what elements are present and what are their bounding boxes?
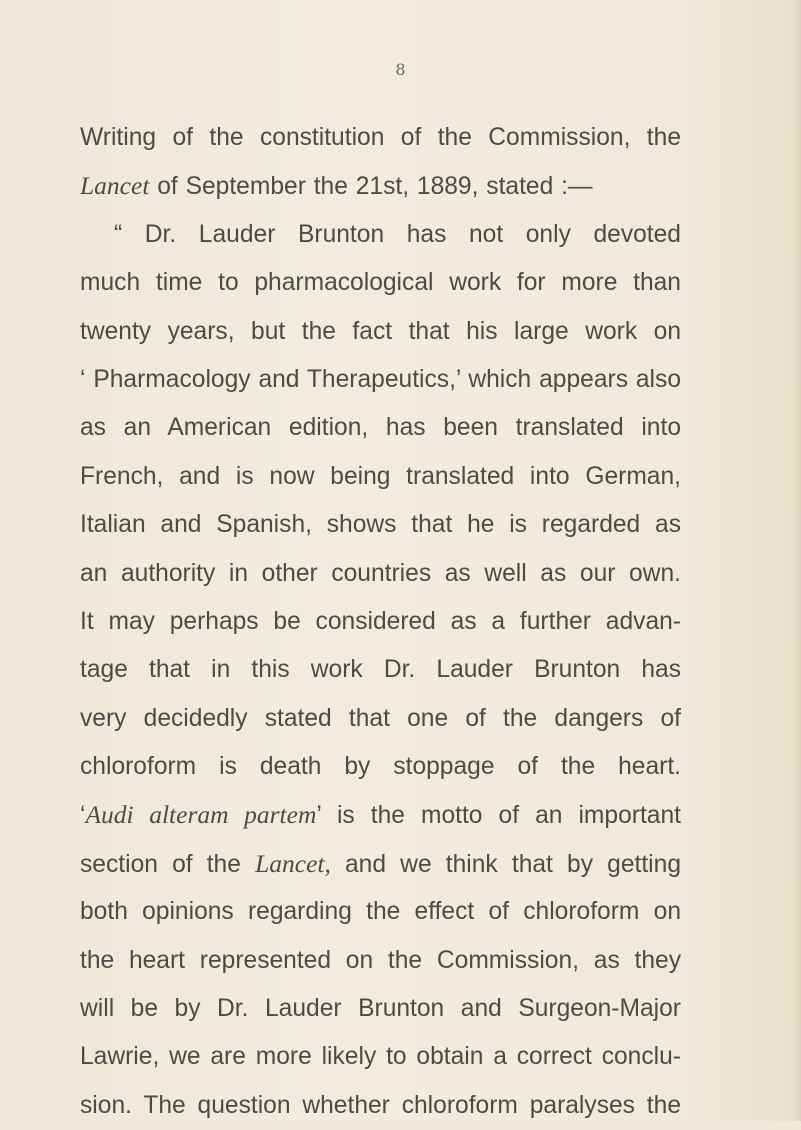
text-segment: tage that in this work Dr. Lauder Brunton has — [80, 656, 681, 684]
italic-title-lancet: Lancet, — [255, 848, 331, 878]
text-line — [80, 404, 681, 452]
text-segment: sion. The question whether chloroform paralyses the — [80, 1091, 681, 1119]
text-line — [80, 598, 681, 646]
text-segment: twenty years, but the fact that his large work on — [80, 317, 681, 345]
text-segment: as an American edition, has been translated into — [80, 414, 681, 442]
text-line — [80, 211, 681, 259]
italic-title-lancet: Lancet — [80, 171, 150, 201]
text-segment: section of the — [80, 850, 256, 878]
text-segment: an authority in other countries as well as our own. — [80, 559, 681, 587]
text-line — [80, 937, 681, 985]
text-segment: chloroform is death by stoppage of the heart. — [80, 753, 681, 781]
text-segment: French, and is now being translated into German, — [80, 462, 681, 490]
text-line — [80, 308, 681, 356]
page-number: 8 — [395, 60, 406, 79]
text-segment: It may perhaps be considered as a further advan- — [80, 607, 681, 635]
text-line — [80, 791, 681, 839]
text-segment: ’ is the motto of an important — [316, 802, 681, 830]
text-segment: both opinions regarding the effect of chloroform on — [80, 898, 681, 926]
text-line — [80, 114, 681, 162]
text-segment: Lawrie, we are more likely to obtain a correct conclu- — [80, 1043, 681, 1071]
text-line — [80, 356, 681, 404]
text-segment: ‘ — [80, 802, 86, 830]
text-segment: ‘ Pharmacology and Therapeutics,’ which appears also — [80, 365, 681, 393]
text-segment: Italian and Spanish, shows that he is regarded as — [80, 511, 681, 539]
text-line — [80, 743, 681, 791]
page-edge-shadow — [791, 0, 801, 1121]
text-line — [80, 646, 681, 694]
text-segment: will be by Dr. Lauder Brunton and Surgeon-Major — [80, 995, 681, 1023]
italic-motto: Audi alteram partem — [85, 800, 317, 830]
text-line — [80, 453, 681, 501]
text-segment: the heart represented on the Commission, as they — [80, 946, 681, 974]
text-segment: of September the 21st, 1889, stated :— — [149, 173, 593, 201]
text-line — [80, 888, 681, 936]
text-segment: very decidedly stated that one of the dangers of — [80, 704, 681, 732]
text-line — [80, 695, 681, 743]
text-line — [80, 840, 681, 888]
text-segment: much time to pharmacological work for more than — [80, 269, 681, 297]
text-line — [80, 162, 681, 210]
body-text — [80, 114, 681, 1130]
text-line — [80, 501, 681, 549]
text-segment: and we think that by getting — [330, 850, 682, 878]
text-line — [80, 1082, 681, 1130]
text-segment: “ Dr. Lauder Brunton has not only devoted — [114, 220, 681, 248]
text-line — [80, 550, 681, 598]
text-line — [80, 985, 681, 1033]
text-line — [80, 1033, 681, 1081]
text-segment: Writing of the constitution of the Commission, the — [80, 124, 681, 151]
text-line — [80, 259, 681, 307]
